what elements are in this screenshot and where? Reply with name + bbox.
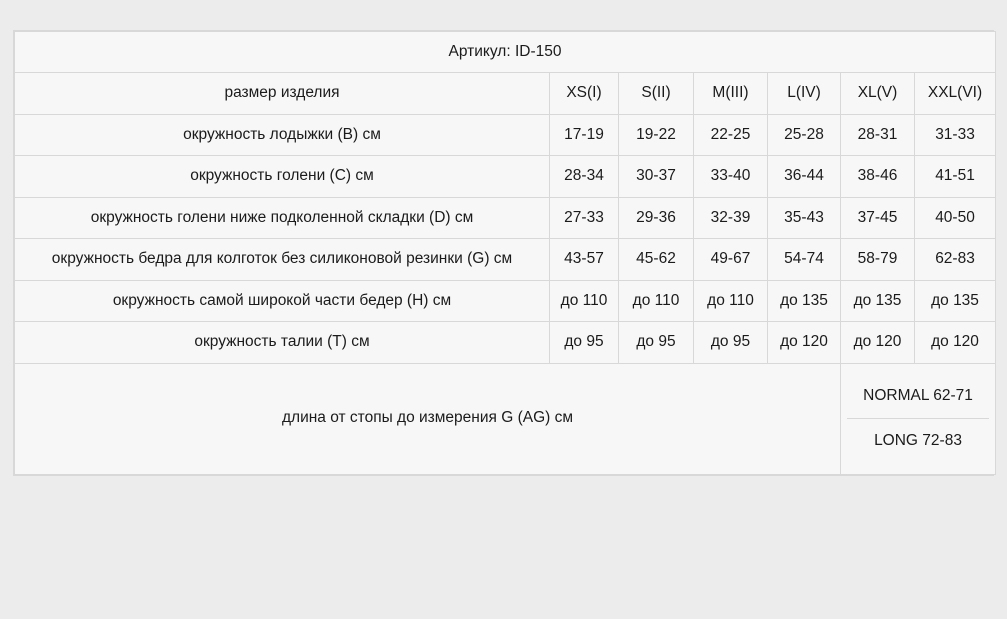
footer-label: длина от стопы до измерения G (AG) см [15,363,841,474]
table-row [15,114,996,155]
row-value: 43-57 [550,239,619,280]
row-value: 35-43 [768,197,841,238]
row-value: до 135 [768,280,841,321]
row-label: окружность бедра для колготок без силиконовой резинки (G) см [15,239,550,280]
row-value: 27-33 [550,197,619,238]
column-header-xl: XL(V) [841,73,915,114]
row-value: 36-44 [768,156,841,197]
footer-line-normal: NORMAL 62-71 [847,374,989,419]
size-chart-container [13,30,994,476]
row-value: 29-36 [619,197,694,238]
article-label: Артикул: ID-150 [15,32,996,73]
row-value: 40-50 [915,197,996,238]
table-row [15,322,996,363]
row-value: до 135 [915,280,996,321]
row-value: до 135 [841,280,915,321]
footer-line-long: LONG 72-83 [874,432,962,450]
row-value: до 95 [619,322,694,363]
column-header-xxl: XXL(VI) [915,73,996,114]
row-value: 62-83 [915,239,996,280]
size-chart-table [14,31,996,475]
row-value: до 120 [841,322,915,363]
row-value: до 95 [550,322,619,363]
column-header-l: L(IV) [768,73,841,114]
row-value: до 95 [694,322,768,363]
table-row [15,239,996,280]
row-value: 30-37 [619,156,694,197]
row-value: 38-46 [841,156,915,197]
row-value: 49-67 [694,239,768,280]
table-row-article [15,32,996,73]
table-row-footer [15,363,996,474]
row-value: до 110 [550,280,619,321]
row-value: 28-31 [841,114,915,155]
row-value: 37-45 [841,197,915,238]
row-value: 45-62 [619,239,694,280]
row-value: до 120 [768,322,841,363]
column-header-s: S(II) [619,73,694,114]
row-value: до 120 [915,322,996,363]
row-value: 41-51 [915,156,996,197]
row-value: 33-40 [694,156,768,197]
table-header-row [15,73,996,114]
row-value: 25-28 [768,114,841,155]
footer-values [841,363,996,474]
table-row [15,156,996,197]
row-value: до 110 [694,280,768,321]
column-header-m: M(III) [694,73,768,114]
table-row [15,280,996,321]
column-header-xs: XS(I) [550,73,619,114]
row-value: 58-79 [841,239,915,280]
row-label: окружность талии (T) см [15,322,550,363]
row-label: окружность голени (C) см [15,156,550,197]
column-header-title: размер изделия [15,73,550,114]
row-label: окружность голени ниже подколенной складки (D) см [15,197,550,238]
row-value: 54-74 [768,239,841,280]
row-value: 28-34 [550,156,619,197]
row-value: до 110 [619,280,694,321]
row-value: 17-19 [550,114,619,155]
table-row [15,197,996,238]
row-value: 32-39 [694,197,768,238]
row-value: 31-33 [915,114,996,155]
row-label: окружность лодыжки (B) см [15,114,550,155]
row-value: 22-25 [694,114,768,155]
row-label: окружность самой широкой части бедер (H) см [15,280,550,321]
row-value: 19-22 [619,114,694,155]
